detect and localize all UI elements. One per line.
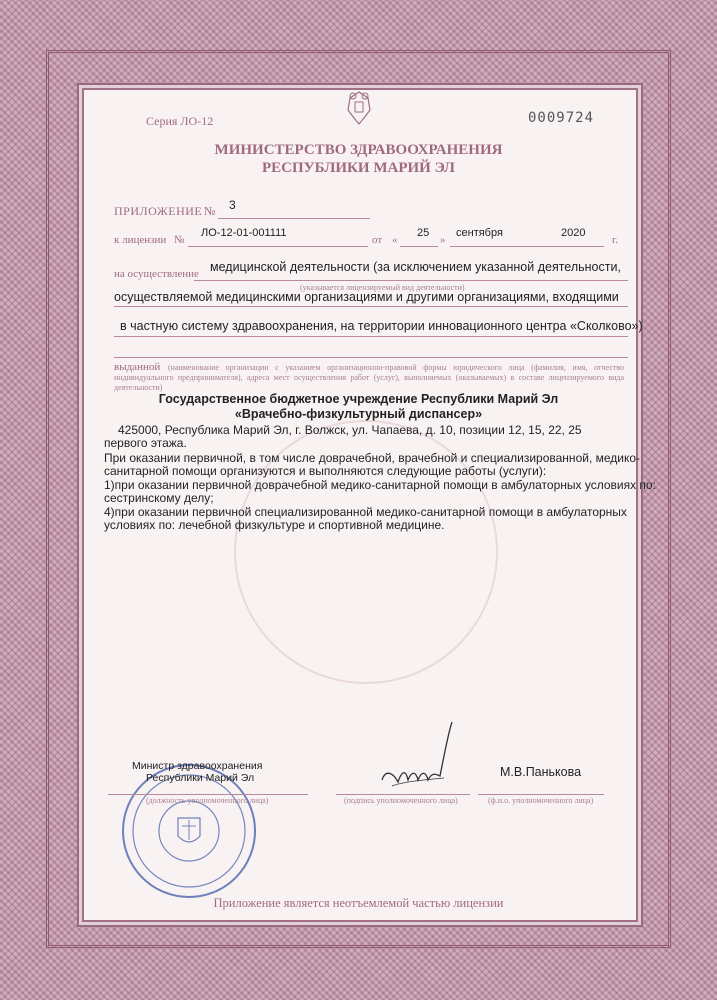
authority-line2: Республики Марий Эл bbox=[146, 772, 255, 784]
activity-label: на осуществление bbox=[114, 268, 199, 280]
service-item1-line2: сестринскому делу; bbox=[104, 491, 214, 505]
organization-name-line2: «Врачебно-физкультурный диспансер» bbox=[234, 407, 483, 421]
license-number: ЛО-12-01-001111 bbox=[201, 227, 287, 239]
caption-name: (ф.и.о. уполномоченного лица) bbox=[488, 796, 594, 805]
handwritten-signature bbox=[372, 716, 472, 796]
authority-line1: Министр здравоохранения bbox=[132, 760, 263, 772]
appendix-number-line bbox=[218, 218, 370, 219]
date-quote-open: « bbox=[392, 234, 398, 246]
name-line bbox=[478, 794, 604, 795]
coat-of-arms-icon bbox=[342, 88, 376, 128]
date-month: сентября bbox=[456, 227, 503, 239]
activity-line-3 bbox=[114, 336, 628, 337]
license-number-line bbox=[188, 246, 368, 247]
date-day-line bbox=[400, 246, 438, 247]
position-line bbox=[108, 794, 308, 795]
ministry-title-line2: РЕСПУБЛИКИ МАРИЙ ЭЛ bbox=[261, 160, 455, 176]
appendix-number-sign: № bbox=[204, 204, 216, 218]
license-label: к лицензии bbox=[114, 234, 167, 246]
date-month-year-line bbox=[450, 246, 604, 247]
appendix-number: 3 bbox=[229, 198, 236, 212]
activity-text-line1: медицинской деятельности (за исключением указанной деятельности, bbox=[210, 260, 621, 274]
caption-position: (должность уполномоченного лица) bbox=[146, 796, 269, 805]
signer-name: М.В.Панькова bbox=[500, 765, 582, 779]
organization-name-line1: Государственное бюджетное учреждение Республики Марий Эл bbox=[158, 392, 559, 406]
activity-line-4 bbox=[114, 357, 628, 358]
service-item4-line2: условиях по: лечебной физкультуре и спортивной медицине. bbox=[104, 518, 445, 532]
ministry-title-line1: МИНИСТЕРСТВО ЗДРАВООХРАНЕНИЯ bbox=[214, 142, 503, 158]
service-item4-line1: 4)при оказании первичной специализированной медико-санитарной помощи в амбулаторных bbox=[104, 505, 627, 519]
address-line1: 425000, Республика Марий Эл, г. Волжск, ул. Чапаева, д. 10, позиции 12, 15, 22, 25 bbox=[118, 423, 582, 437]
address-line2: первого этажа. bbox=[104, 436, 187, 450]
year-suffix: г. bbox=[612, 234, 619, 246]
date-day: 25 bbox=[417, 227, 430, 239]
license-number-sign: № bbox=[174, 234, 185, 246]
date-quote-close: » bbox=[440, 234, 446, 246]
appendix-label: ПРИЛОЖЕНИЕ bbox=[114, 204, 203, 218]
footer-note: Приложение является неотъемлемой частью лицензии bbox=[213, 896, 504, 910]
service-item1-line1: 1)при оказании первичной доврачебной медико-санитарной помощи в амбулаторных условиях по: bbox=[104, 478, 656, 492]
activity-note: (указывается лицензируемый вид деятельности) bbox=[300, 283, 465, 292]
activity-line-1 bbox=[194, 280, 628, 281]
caption-signature: (подпись уполномоченного лица) bbox=[344, 796, 458, 805]
services-intro-line1: При оказании первичной, в том числе доврачебной, врачебной и специализированной, медико- bbox=[104, 451, 641, 465]
series-label: Серия ЛО-12 bbox=[146, 114, 214, 128]
issued-note: (наименование организации с указанием организационно-правовой формы юридического лица (фамилия, имя, отчество индивидуального предпринимателя), адреса мест осуществления работ (услуг), выполняемых (оказываемых) в составе лицензируемого вида деятельности) bbox=[114, 363, 624, 392]
date-from-label: от bbox=[372, 234, 383, 246]
activity-text-line2: осуществляемой медицинскими организациями и другими организациями, входящими bbox=[114, 290, 619, 304]
signature-line bbox=[336, 794, 470, 795]
date-year: 2020 bbox=[561, 227, 586, 239]
activity-text-line3: в частную систему здравоохранения, на территории инновационного центра «Сколково») bbox=[120, 319, 643, 333]
issued-label: выданной bbox=[114, 361, 161, 373]
activity-line-2 bbox=[114, 306, 628, 307]
document-number: 0009724 bbox=[528, 110, 595, 126]
services-intro-line2: санитарной помощи организуются и выполняются следующие работы (услуги): bbox=[104, 464, 547, 478]
